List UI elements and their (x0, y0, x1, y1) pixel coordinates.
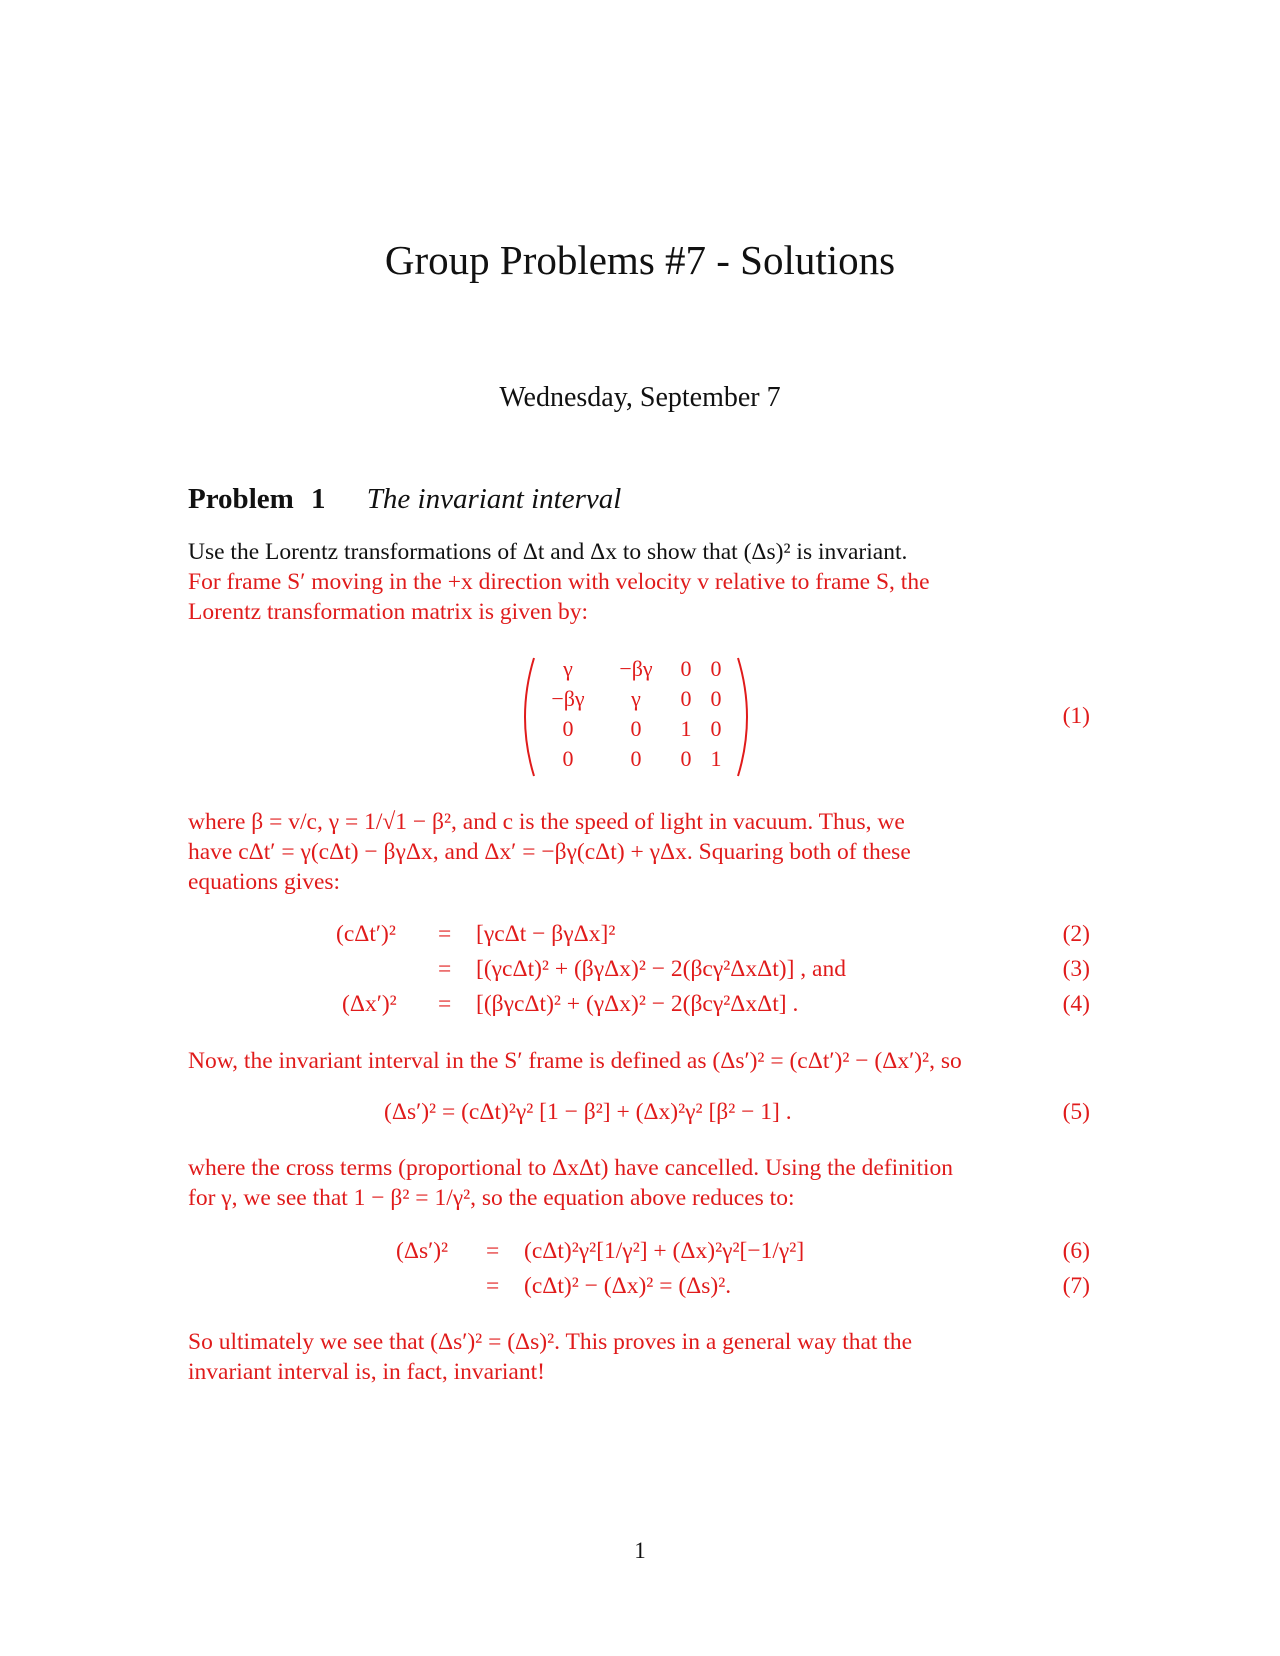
matrix-cell: 0 (710, 656, 722, 681)
conclusion-line-1: So ultimately we see that (Δs′)² = (Δs)². This proves in a general way that the (188, 1329, 913, 1355)
equation-lhs: (cΔt′)² (336, 921, 396, 947)
after-matrix-line-1: where β = v/c, γ = 1/√1 − β², and c is the speed of light in vacuum. Thus, we (188, 809, 905, 835)
equation-lhs: (Δx′)² (342, 991, 397, 1017)
equation-number: (2) (1062, 921, 1090, 947)
matrix-cell: γ (631, 686, 641, 711)
interval-definition: Now, the invariant interval in the S′ frame is defined as (Δs′)² = (cΔt′)² − (Δx′)², so (188, 1048, 962, 1074)
equation-number: (5) (1062, 1099, 1090, 1125)
matrix-cell: 0 (562, 746, 574, 771)
page-number: 1 (634, 1538, 646, 1563)
equation-rhs: (cΔt)²γ²[1/γ²] + (Δx)²γ²[−1/γ²] (524, 1238, 805, 1264)
problem-name: The invariant interval (366, 483, 622, 515)
matrix-cell: 0 (710, 686, 722, 711)
matrix-cell: 1 (710, 746, 722, 771)
matrix-cell: 0 (630, 746, 642, 771)
equation-relation: = (486, 1238, 500, 1264)
cross-terms-line-2: for γ, we see that 1 − β² = 1/γ², so the equation above reduces to: (188, 1185, 795, 1211)
equation-rhs: (cΔt)² − (Δx)² = (Δs)². (524, 1273, 732, 1299)
matrix-cell: 1 (680, 716, 692, 741)
equation-rhs: [(βγcΔt)² + (γΔx)² − 2(βcγ²ΔxΔt] . (476, 991, 799, 1017)
matrix-cell: 0 (562, 716, 574, 741)
page-date: Wednesday, September 7 (499, 382, 781, 413)
matrix-cell: 0 (710, 716, 722, 741)
equation-relation: = (438, 956, 452, 982)
equation-number: (3) (1062, 956, 1090, 982)
matrix-cell: 0 (680, 746, 692, 771)
equation-relation: = (438, 991, 452, 1017)
equation-relation: = (486, 1273, 500, 1299)
equation-lhs: (Δs′)² (396, 1238, 449, 1264)
matrix-cell: 0 (680, 686, 692, 711)
equation-rhs: [γcΔt − βγΔx]² (476, 921, 616, 947)
problem-label: Problem (188, 483, 294, 515)
intro-line-2: Lorentz transformation matrix is given by: (188, 599, 589, 625)
lorentz-matrix (516, 656, 756, 778)
equation-number: (4) (1062, 991, 1090, 1017)
matrix-cell: γ (563, 656, 573, 681)
matrix-cell: −βγ (619, 656, 653, 681)
matrix-cell: 0 (680, 656, 692, 681)
matrix-cell: 0 (630, 716, 642, 741)
intro-line-1: For frame S′ moving in the +x direction with velocity v relative to frame S, the (188, 569, 930, 595)
equation-number: (7) (1062, 1273, 1090, 1299)
problem-statement: Use the Lorentz transformations of Δt and Δx to show that (Δs)² is invariant. (188, 539, 908, 565)
page-title: Group Problems #7 - Solutions (384, 237, 896, 283)
matrix-cell: −βγ (551, 686, 585, 711)
equation-relation: = (438, 921, 452, 947)
problem-number: 1 (311, 483, 326, 515)
problem-heading (188, 483, 621, 516)
equation-rhs: [(γcΔt)² + (βγΔx)² − 2(βcγ²ΔxΔt)] , and (476, 956, 846, 982)
cross-terms-line-1: where the cross terms (proportional to ΔxΔt) have cancelled. Using the definition (188, 1155, 954, 1181)
conclusion-line-2: invariant interval is, in fact, invariant! (188, 1359, 545, 1385)
equation-full: (Δs′)² = (cΔt)²γ² [1 − β²] + (Δx)²γ² [β² − 1] . (384, 1099, 792, 1125)
after-matrix-line-2: have cΔt′ = γ(cΔt) − βγΔx, and Δx′ = −βγ(cΔt) + γΔx. Squaring both of these (188, 839, 911, 865)
equation-number: (1) (1062, 703, 1090, 729)
after-matrix-line-3: equations gives: (188, 869, 341, 895)
equation-number: (6) (1062, 1238, 1090, 1264)
